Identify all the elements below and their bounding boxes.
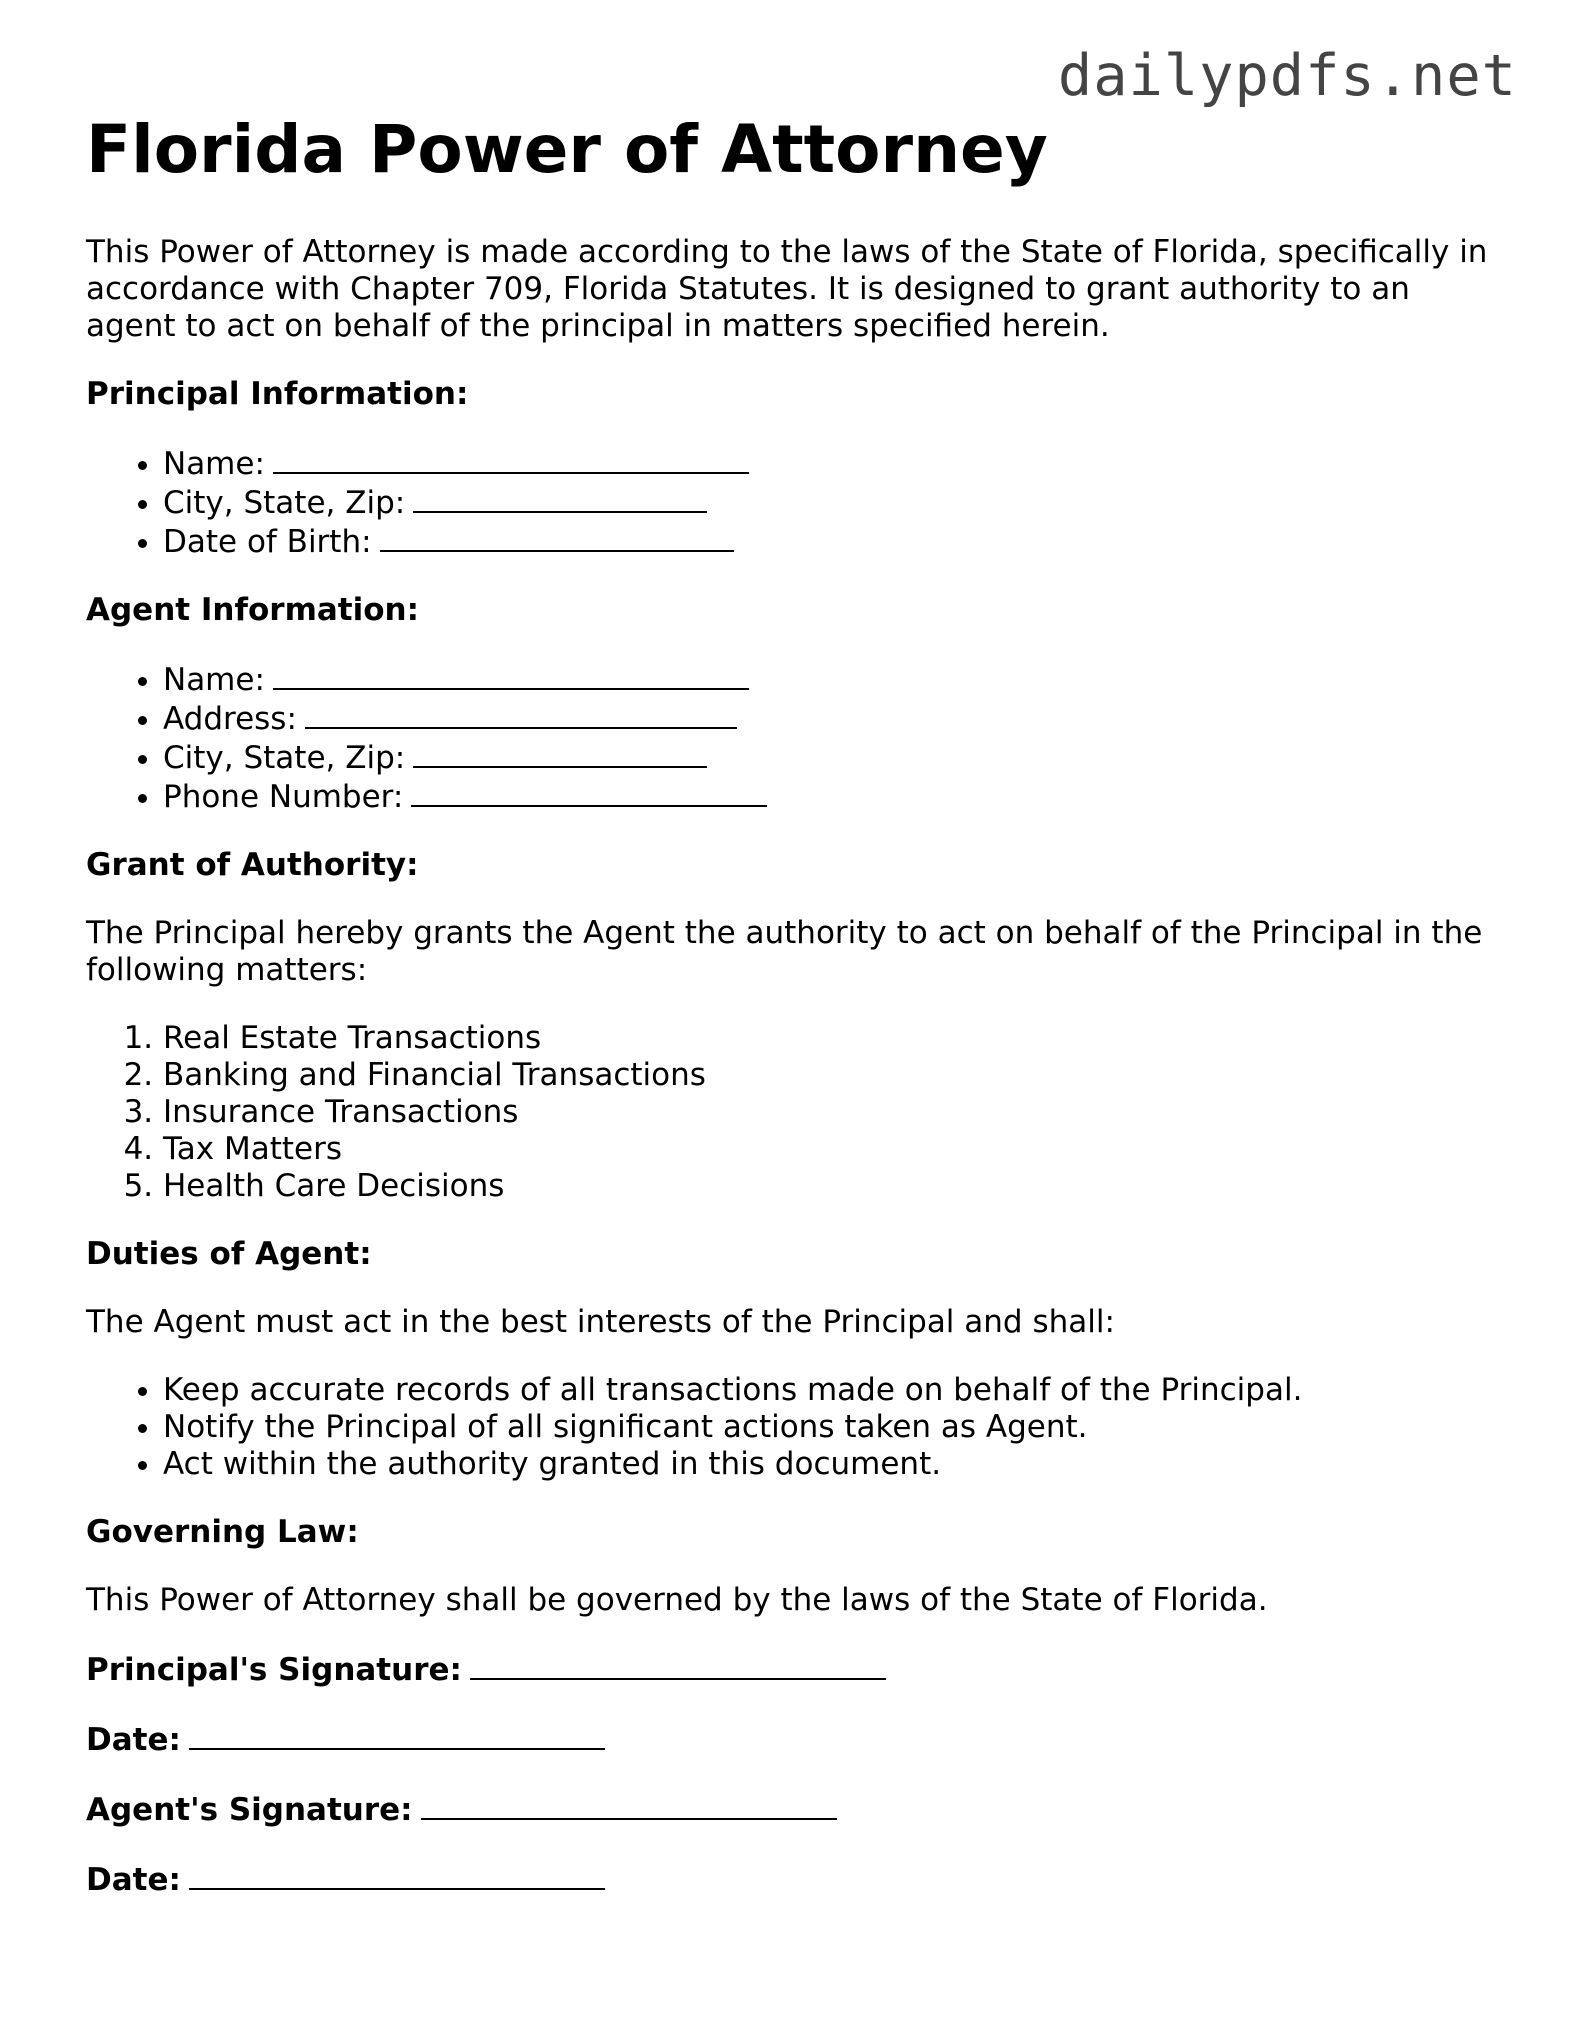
principal-date-line — [86, 1720, 1506, 1759]
principal-date-blank[interactable] — [189, 1720, 605, 1750]
principal-dob-field — [163, 522, 1506, 561]
list-item: 5. Health Care Decisions — [163, 1168, 1506, 1205]
field-label: Phone Number: — [163, 779, 404, 815]
principal-name-field — [163, 444, 1506, 483]
field-label: Name: — [163, 446, 265, 482]
grant-paragraph: The Principal hereby grants the Agent the authority to act on behalf of the Principal in the following matters: — [86, 915, 1483, 988]
agent-city-blank[interactable] — [413, 738, 707, 768]
principal-city-field — [163, 483, 1506, 522]
signature-label: Agent's Signature: — [86, 1792, 413, 1828]
duties-paragraph: The Agent must act in the best interests of the Principal and shall: — [86, 1304, 1115, 1340]
field-label: City, State, Zip: — [163, 740, 406, 776]
field-label: Date of Birth: — [163, 524, 372, 560]
field-label: Address: — [163, 701, 297, 737]
agent-name-blank[interactable] — [273, 660, 749, 690]
agent-phone-field — [163, 777, 1506, 816]
duties-list — [86, 1372, 1506, 1483]
agent-address-blank[interactable] — [305, 699, 737, 729]
grant-list — [86, 1020, 1506, 1205]
date-label: Date: — [86, 1862, 181, 1898]
list-item: 2. Banking and Financial Transactions — [163, 1057, 1506, 1094]
principal-heading: Principal Information: — [86, 376, 469, 412]
field-label: Name: — [163, 662, 265, 698]
field-label: City, State, Zip: — [163, 485, 406, 521]
agent-date-line — [86, 1860, 1506, 1899]
principal-field-list — [86, 444, 1506, 561]
agent-phone-blank[interactable] — [411, 777, 767, 807]
list-item: • Notify the Principal of all significant actions taken as Agent. — [163, 1409, 1506, 1446]
list-item: 4. Tax Matters — [163, 1131, 1506, 1168]
page-title: Florida Power of Attorney — [86, 111, 1048, 188]
law-heading: Governing Law: — [86, 1514, 359, 1550]
list-item: 3. Insurance Transactions — [163, 1094, 1506, 1131]
signature-label: Principal's Signature: — [86, 1652, 462, 1688]
agent-city-field — [163, 738, 1506, 777]
watermark: dailypdfs.net — [1057, 43, 1517, 109]
agent-signature-line — [86, 1790, 1506, 1829]
date-label: Date: — [86, 1722, 181, 1758]
document-page — [86, 108, 1506, 1899]
intro-paragraph: This Power of Attorney is made according to the laws of the State of Florida, specifically in accordance with Chapter 709, Florida Statutes. It is designed to grant authority to an agent to act on behalf of the principal in matters specified herein. — [86, 234, 1488, 344]
principal-dob-blank[interactable] — [380, 522, 734, 552]
principal-signature-blank[interactable] — [470, 1650, 886, 1680]
list-item: • Act within the authority granted in this document. — [163, 1446, 1506, 1483]
agent-address-field — [163, 699, 1506, 738]
principal-city-blank[interactable] — [413, 483, 707, 513]
principal-name-blank[interactable] — [273, 444, 749, 474]
agent-name-field — [163, 660, 1506, 699]
list-item: 1. Real Estate Transactions — [163, 1020, 1506, 1057]
law-paragraph: This Power of Attorney shall be governed by the laws of the State of Florida. — [86, 1582, 1268, 1618]
list-item: • Keep accurate records of all transactions made on behalf of the Principal. — [163, 1372, 1506, 1409]
agent-signature-blank[interactable] — [421, 1790, 837, 1820]
grant-heading: Grant of Authority: — [86, 847, 419, 883]
duties-heading: Duties of Agent: — [86, 1236, 372, 1272]
agent-date-blank[interactable] — [189, 1860, 605, 1890]
principal-signature-line — [86, 1650, 1506, 1689]
agent-heading: Agent Information: — [86, 592, 419, 628]
agent-field-list — [86, 660, 1506, 816]
